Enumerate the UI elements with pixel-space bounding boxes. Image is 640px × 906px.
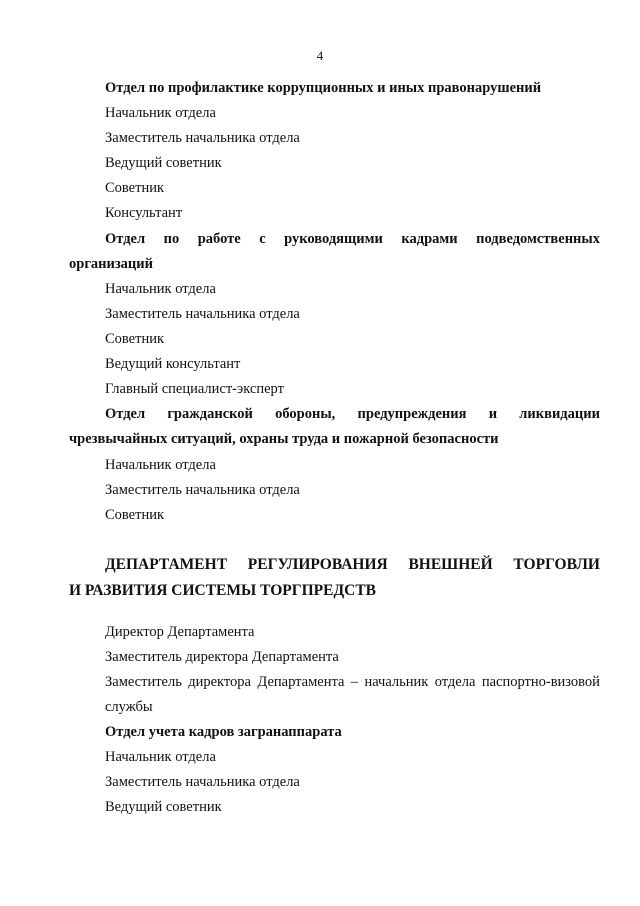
position-item: Ведущий советник: [105, 155, 222, 171]
position-item: Заместитель начальника отдела: [105, 306, 300, 322]
section-title-defense-cont: чрезвычайных ситуаций, охраны труда и пожарной безопасности: [69, 431, 499, 447]
position-item: Советник: [105, 331, 165, 347]
position-item: Заместитель начальника отдела: [105, 482, 300, 498]
title-word: руководящими: [284, 231, 383, 247]
deputy-director-passport-cont: службы: [105, 699, 153, 715]
position-item: Начальник отдела: [105, 105, 216, 121]
text-word: –: [350, 674, 359, 690]
title-word: подведомственных: [476, 231, 600, 247]
title-word: предупреждения: [357, 406, 467, 422]
position-item: Директор Департамента: [105, 624, 255, 640]
section-title-corruption: Отдел по профилактике коррупционных и иных правонарушений: [105, 80, 542, 96]
title-word: и: [488, 406, 498, 422]
page-number: 4: [316, 48, 324, 63]
text-word: Департамента: [257, 674, 345, 690]
title-word: по: [163, 231, 180, 247]
deputy-director-passport: [105, 674, 600, 691]
title-word: Отдел: [105, 406, 146, 422]
position-item: Начальник отдела: [105, 457, 216, 473]
position-item: Начальник отдела: [105, 749, 216, 765]
position-item: Главный специалист-эксперт: [105, 381, 284, 397]
position-item: Ведущий советник: [105, 799, 222, 815]
text-word: отдела: [434, 674, 476, 690]
position-item: Консультант: [105, 205, 183, 221]
position-item: Начальник отдела: [105, 281, 216, 297]
position-item: Ведущий консультант: [105, 356, 241, 372]
title-word: обороны,: [275, 406, 336, 422]
text-word: начальник: [364, 674, 429, 690]
title-word: работе: [197, 231, 241, 247]
title-word: ТОРГОВЛИ: [513, 556, 600, 573]
position-item: Заместитель директора Департамента: [105, 649, 339, 665]
section-title-cadres: [105, 231, 600, 248]
position-item: Заместитель начальника отдела: [105, 130, 300, 146]
text-word: Заместитель: [105, 674, 182, 690]
title-word: ликвидации: [519, 406, 600, 422]
title-word: кадрами: [401, 231, 458, 247]
department-title: [105, 556, 600, 574]
text-word: директора: [188, 674, 251, 690]
position-item: Советник: [105, 507, 165, 523]
section-title-abroad: Отдел учета кадров загранаппарата: [105, 724, 342, 740]
title-word: гражданской: [167, 406, 253, 422]
title-word: с: [259, 231, 266, 247]
title-word: Отдел: [105, 231, 146, 247]
title-word: ДЕПАРТАМЕНТ: [105, 556, 228, 573]
position-item: Заместитель начальника отдела: [105, 774, 300, 790]
department-title-cont: И РАЗВИТИЯ СИСТЕМЫ ТОРГПРЕДСТВ: [69, 582, 377, 599]
position-item: Советник: [105, 180, 165, 196]
section-title-cadres-cont: организаций: [69, 256, 153, 272]
text-word: паспортно-визовой: [481, 674, 600, 690]
title-word: РЕГУЛИРОВАНИЯ: [247, 556, 388, 573]
section-title-defense: [105, 406, 600, 423]
title-word: ВНЕШНЕЙ: [408, 556, 493, 573]
